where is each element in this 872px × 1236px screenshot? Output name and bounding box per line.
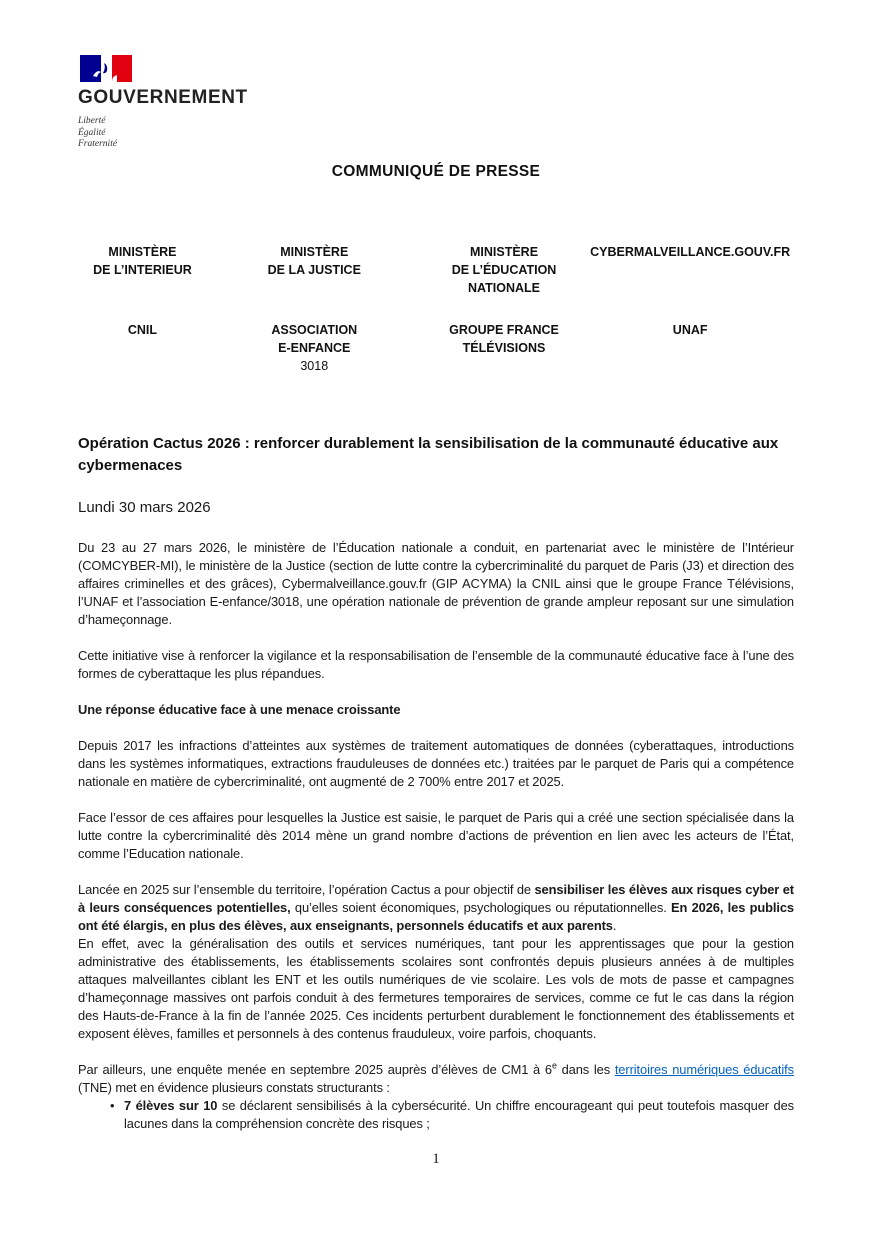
text-segment: 7 élèves sur 10 xyxy=(124,1097,218,1113)
paragraph-intro xyxy=(78,539,794,629)
text-segment: Cette initiative vise à renforcer la vigilance et la responsabilisation de l’ensemble de la communauté éducative face à l’une des formes de cyberattaque les plus répandues. xyxy=(78,647,794,681)
text-segment: (TNE) met en évidence plusieurs constats structurants : xyxy=(78,1079,390,1095)
bullet-text xyxy=(124,1097,794,1133)
org-line: CYBERMALVEILLANCE.GOUV.FR xyxy=(590,244,791,259)
org-association-e-enfance xyxy=(207,321,422,375)
paragraph-justice-prevention xyxy=(78,809,794,863)
gouvernement-logo xyxy=(78,55,872,151)
org-line: DE L’ÉDUCATION xyxy=(451,262,557,277)
text-segment: Du 23 au 27 mars 2026, le ministère de l’Éducation nationale a conduit, en partenariat avec le ministère de l’Intérieur (COMCYBER-MI), le ministère de la Justice (section de lutte contre la cybercriminalité du parquet de Paris (J3) et direction des affaires criminelles et des grâces), Cybermalveillance.gouv.fr (GIP ACYMA) la CNIL ainsi que le groupe France Télévisions, l’UNAF et l’association E-enfance/3018, une opération nationale de prévention de grande ampleur reposant sur une simulation d’hameçonnage. xyxy=(78,539,794,627)
bullet-eleves-sensibilises xyxy=(78,1097,794,1133)
org-line: MINISTÈRE xyxy=(108,244,177,259)
text-segment: dans les xyxy=(556,1061,615,1077)
paragraph-initiative xyxy=(78,647,794,683)
organizations-row-2 xyxy=(78,321,794,375)
org-ministere-interieur xyxy=(78,243,207,297)
org-line: ASSOCIATION xyxy=(271,322,358,337)
org-line: DE L’INTERIEUR xyxy=(93,262,192,277)
org-cnil xyxy=(78,321,207,375)
org-line: MINISTÈRE xyxy=(469,244,539,259)
link-territoires-numeriques-educatifs[interactable]: territoires numériques éducatifs xyxy=(614,1061,794,1077)
paragraph-operation-cactus xyxy=(78,881,794,935)
org-line: GROUPE FRANCE xyxy=(449,322,559,337)
org-cybermalveillance xyxy=(586,243,794,297)
text-segment: qu’elles soient économiques, psychologiques ou réputationnelles. xyxy=(290,899,671,915)
text-segment: Depuis 2017 les infractions d’atteintes aux systèmes de traitement automatiques de données (cyberattaques, introductions dans les systèmes informatiques, extractions frauduleuses de données etc.) traitées par le parquet de Paris qui a compétence nationale en matière de cybercriminalité, ont augmenté de 2 700% entre 2017 et 2025. xyxy=(78,737,794,789)
text-segment: . xyxy=(612,917,617,933)
text-segment: sensibiliser les élèves aux risques cyber et à leurs conséquences potentielles, xyxy=(78,881,794,915)
org-line: TÉLÉVISIONS xyxy=(462,340,546,355)
motto-line: Égalité xyxy=(78,127,106,138)
logo-motto xyxy=(78,116,872,151)
org-line: CNIL xyxy=(127,322,158,337)
org-line: MINISTÈRE xyxy=(280,244,349,259)
text-segment: se déclarent sensibilisés à la cybersécurité. Un chiffre encourageant qui peut toutefois masquer des lacunes dans la compréhension concrète des risques ; xyxy=(124,1097,794,1131)
text-segment: En effet, avec la généralisation des outils et services numériques, tant pour les apprentissages que pour la gestion administrative des établissements, les établissements scolaires sont confrontés depuis plusieurs années à de multiples attaques malveillantes ciblant les ENT et les outils numériques de vie scolaire. Les vols de mots de passe et campagnes d’hameçonnage massives ont parfois conduit à des fermetures temporaires de services, comme ce fut le cas dans la région des Hauts-de-France à la fin de l’année 2025. Ces incidents perturbent durablement le fonctionnement des établissements et exposent élèves, familles et personnels à des contenus frauduleux, voire parfois, choquants. xyxy=(78,935,794,1041)
org-line: NATIONALE xyxy=(468,280,540,295)
text-segment: Par ailleurs, une enquête menée en septembre 2025 auprès d’élèves de CM1 à 6 xyxy=(78,1061,552,1077)
motto-line: Fraternité xyxy=(78,139,118,149)
marianne-flag-icon xyxy=(80,55,134,82)
org-line: E-ENFANCE xyxy=(278,340,351,355)
document-body xyxy=(78,539,794,1133)
text-segment: Lancée en 2025 sur l’ensemble du territoire, l’opération Cactus a pour objectif de xyxy=(78,881,535,897)
page-number: 1 xyxy=(432,1151,440,1167)
org-line: UNAF xyxy=(672,322,708,337)
org-unaf xyxy=(586,321,794,375)
organizations-row-1 xyxy=(78,243,794,297)
org-groupe-france-televisions xyxy=(422,321,587,375)
text-segment: En 2026, les publics ont été élargis, en plus des élèves, aux enseignants, personnels éducatifs et aux parents xyxy=(78,899,794,933)
press-release-kicker: COMMUNIQUÉ DE PRESSE xyxy=(331,162,541,180)
document-date: Lundi 30 mars 2026 xyxy=(78,498,211,516)
bullet-icon: • xyxy=(110,1097,115,1113)
org-ministere-education-nationale xyxy=(422,243,587,297)
motto-line: Liberté xyxy=(78,116,106,126)
text-segment: Face l’essor de ces affaires pour lesquelles la Justice est saisie, le parquet de Paris qui a créé une section spécialisée dans la lutte contre la cybercriminalité dès 2014 mène un grand nombre d’actions de prévention en lien avec les acteurs de l’État, comme l’Education nationale. xyxy=(78,809,794,861)
paragraph-en-effet xyxy=(78,935,794,1043)
section-heading-reponse-educative xyxy=(78,701,794,719)
logo-brand-text: GOUVERNEMENT xyxy=(78,87,248,108)
text-segment: Une réponse éducative face à une menace croissante xyxy=(78,701,401,717)
org-line: DE LA JUSTICE xyxy=(267,262,361,277)
paragraph-infractions xyxy=(78,737,794,791)
text-segment: e xyxy=(551,1060,557,1071)
document-title: Opération Cactus 2026 : renforcer durablement la sensibilisation de la communauté éducative aux cybermenaces xyxy=(78,434,779,474)
org-line: 3018 xyxy=(300,358,329,373)
paragraph-enquete xyxy=(78,1061,794,1097)
org-ministere-justice xyxy=(207,243,422,297)
